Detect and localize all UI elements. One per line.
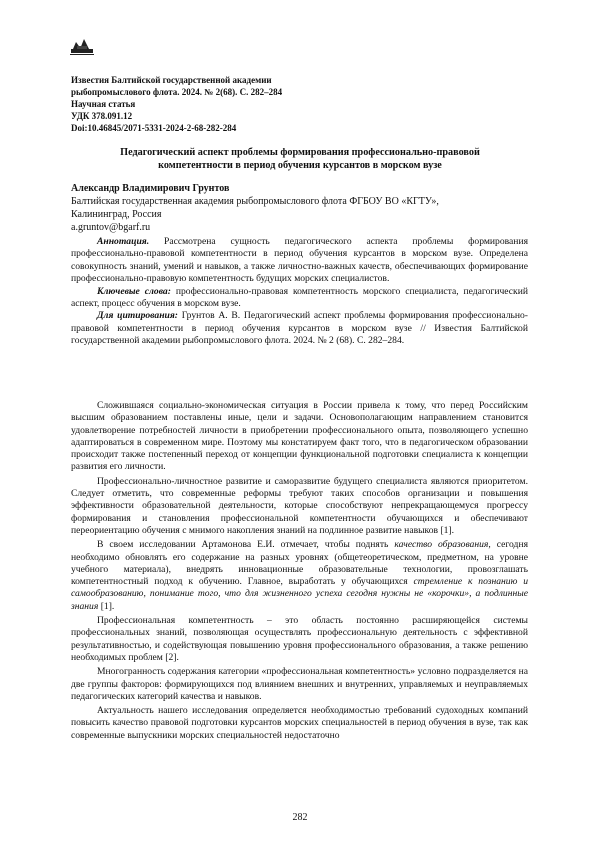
doi: Doi:10.46845/2071-5331-2024-2-68-282-284 (71, 123, 237, 133)
ship-logo-icon (70, 38, 94, 56)
author-email[interactable]: a.gruntov@bgarf.ru (71, 222, 151, 233)
p3-text-c: , сегодня необходимо обновлять его содержание на разных уровнях (общетеоретическом, предметном, на уровне учебного материала), внедрять инновационные образовательные технологии, провозглашать компетентностный подход к обучению. Главное, выработать у обучающихся (71, 539, 528, 588)
article-body (71, 400, 528, 744)
author-city: Калининград, Россия (71, 209, 162, 220)
abstract-paragraph (71, 236, 528, 286)
body-paragraph-1: Сложившаяся социально-экономическая ситуация в России привела к тому, что перед Российским высшим образованием поставлены иные, цели и задачи. Основополагающим направлением становится удовлетворение потребностей личности в приобретении профессионального опыта, позволяющего успешно адаптироваться в современном мире. Поэтому мы констатируем факт того, что в педагогическом образовании происходит также постепенный переход от концепции функциональной подготовки специалиста к концепции развития его личности. (71, 400, 528, 473)
body-paragraph-6: Актуальность нашего исследования определяется необходимостью требований судоходных компаний повысить качество правовой подготовки курсантов морских специальностей в период обучения в вузе, так как современные выпускники морских специальностей недостаточно (71, 705, 528, 741)
citation-paragraph (71, 310, 528, 347)
article-title: Педагогический аспект проблемы формирования профессионально-правовой компетентности в период обучения курсантов в морском вузе (120, 147, 480, 171)
author-block (71, 182, 531, 234)
author-name: Александр Владимирович Грунтов (71, 183, 230, 194)
citation-label: Для цитирования: (97, 310, 179, 322)
keywords-paragraph (71, 286, 528, 311)
p3-emphasis-quote: стремление к познанию и самообразованию, понимание того, что для жизненного успеха сегодня нужны не «корочки», а подлинные знания (71, 576, 528, 612)
abstract-label: Аннотация. (97, 236, 150, 247)
p3-text-a: В своем исследовании Артамонова Е.И. отмечает, чтобы поднять (97, 539, 395, 551)
article-type: Научная статья (71, 99, 136, 109)
keywords-label: Ключевые слова: (97, 285, 171, 297)
body-paragraph-4: Профессиональная компетентность – это область постоянно расширяющейся системы профессиональных знаний, позволяющая осуществлять профессиональную деятельность с эффективной результативностью, и содействующая повышению уровня профессионального образования, а также решению необходимых проблем [2]. (71, 615, 528, 663)
author-affiliation: Балтийская государственная академия рыбопромыслового флота ФГБОУ ВО «КГТУ», (71, 196, 439, 207)
abstract-section (71, 236, 528, 348)
abstract-text: Рассмотрена сущность педагогического аспекта проблемы формирования профессионально-правовой компетентности в период обучения курсантов в морском вузе. Определена совокупность знаний, умений и навыков, а также личностно-важных качеств, обеспечивающих формирование профессионально-правовую компетентность будущих морских специалистов. (71, 236, 528, 285)
body-paragraph-3 (71, 539, 528, 613)
citation-text: Грунтов А. В. Педагогический аспект проблемы формирования профессионально-правовой компетентности в период обучения курсантов в морском вузе // Известия Балтийской государственной академии рыбопромыслового флота. 2024. № 2 (68). С. 282–284. (71, 310, 529, 347)
keywords-text: профессионально-правовая компетентность морского специалиста, педагогический аспект, процесс обучения в морском вузе. (71, 285, 528, 310)
udc-code: УДК 378.091.12 (71, 111, 133, 121)
body-paragraph-2: Профессионально-личностное развитие и саморазвитие будущего специалиста являются приоритетом. Следует отметить, что современные реформы требуют таких способов организации и повышения эффективности образовательной деятельности, которые способствуют непрекращающемуся прогрессу формирования и становления профессиональной компетентности обучающихся и обеспечивают переориентацию обучения с мнимого накопления знаний на подлинное развитие навыков [1]. (71, 475, 528, 536)
article-metadata (71, 74, 282, 134)
p3-text-e: [1]. (98, 600, 115, 612)
journal-name-line1: Известия Балтийской государственной академии (71, 75, 272, 85)
body-paragraph-5: Многогранность содержания категории «профессиональная компетентность» условно подразделяется на две группы факторов: формирующихся под влиянием внешних и внутренних, управляемых и неуправляемых педагогических категорий качества и навыков. (71, 666, 528, 702)
journal-name-line2: рыбопромыслового флота. 2024. № 2(68). С. 282–284 (71, 87, 283, 97)
p3-emphasis-quality: качество образования (394, 539, 489, 551)
page-number: 282 (292, 812, 308, 823)
